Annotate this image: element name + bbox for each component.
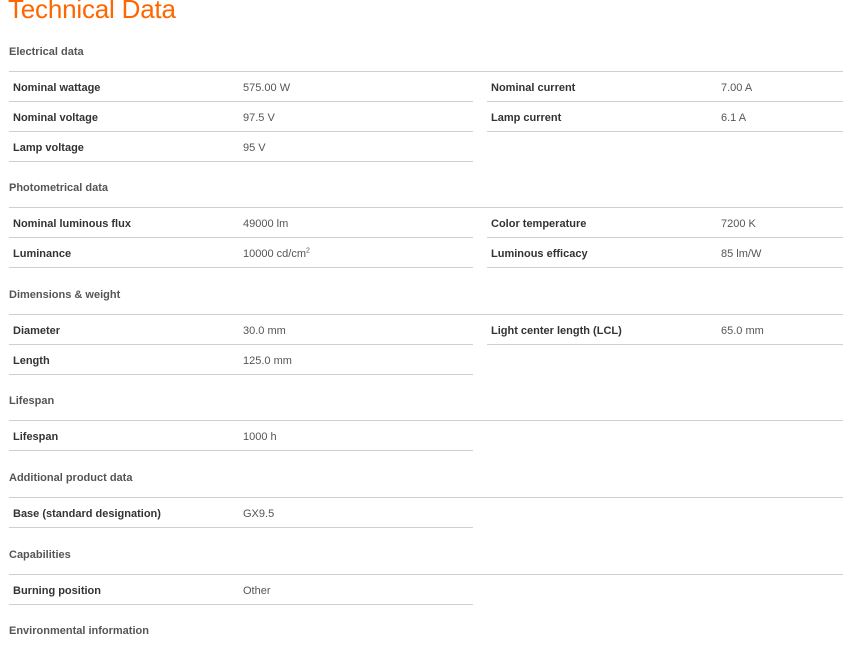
spec-row — [9, 575, 473, 605]
section-heading: Capabilities — [9, 549, 71, 561]
spec-label: Lamp current — [491, 112, 562, 124]
spec-value — [721, 81, 752, 95]
spec-row — [9, 315, 473, 345]
spec-row — [9, 498, 473, 528]
spec-value-text: 97.5 V — [243, 112, 275, 124]
spec-value-text: 7.00 A — [721, 82, 753, 94]
spec-label: Lamp voltage — [13, 142, 84, 154]
spec-value — [243, 111, 275, 125]
section-heading: Environmental information — [9, 625, 149, 637]
spec-row — [9, 345, 473, 375]
spec-value — [243, 584, 271, 598]
spec-value — [243, 141, 266, 155]
page-title: Technical Data — [8, 0, 176, 24]
spec-value-text: Other — [243, 585, 271, 597]
spec-value — [721, 217, 756, 231]
spec-value-text: 85 lm/W — [721, 248, 762, 260]
spec-value — [243, 430, 277, 444]
column-left — [9, 72, 473, 162]
spec-label: Nominal voltage — [13, 112, 98, 124]
spec-label: Diameter — [13, 325, 61, 337]
spec-label: Nominal luminous flux — [13, 218, 131, 230]
spec-label: Base (standard designation) — [13, 508, 161, 520]
spec-value-text: 125.0 mm — [243, 355, 292, 367]
spec-value-superscript: 2 — [305, 247, 310, 255]
spec-row — [487, 102, 843, 132]
spec-value — [721, 324, 764, 338]
spec-value-text: 49000 lm — [243, 218, 289, 230]
column-left — [9, 315, 473, 375]
spec-row — [9, 132, 473, 162]
spec-label: Nominal wattage — [13, 82, 101, 94]
section-heading: Electrical data — [9, 46, 84, 58]
spec-row — [9, 102, 473, 132]
spec-row — [487, 72, 843, 102]
spec-value-text: 65.0 mm — [721, 325, 764, 337]
section-heading: Additional product data — [9, 472, 133, 484]
section-heading: Lifespan — [9, 395, 55, 407]
spec-label: Burning position — [13, 585, 101, 597]
spec-label: Light center length (LCL) — [491, 325, 622, 337]
spec-label: Lifespan — [13, 431, 59, 443]
spec-row — [9, 421, 473, 451]
column-left — [9, 421, 473, 451]
spec-label: Luminance — [13, 248, 72, 260]
spec-value — [243, 354, 292, 368]
section-heading: Photometrical data — [9, 182, 109, 194]
spec-value — [243, 81, 290, 95]
column-left — [9, 575, 473, 605]
spec-label: Luminous efficacy — [491, 248, 588, 260]
spec-label: Color temperature — [491, 218, 587, 230]
spec-row — [487, 208, 843, 238]
spec-value-text: 6.1 A — [721, 112, 747, 124]
spec-row — [9, 208, 473, 238]
spec-value-text: 30.0 mm — [243, 325, 286, 337]
spec-value — [721, 247, 761, 261]
spec-label: Length — [13, 355, 50, 367]
spec-value — [243, 507, 274, 521]
spec-value — [721, 111, 746, 125]
spec-value-text: 7200 K — [721, 218, 756, 230]
spec-value-text: 575.00 W — [243, 82, 291, 94]
column-left — [9, 498, 473, 528]
spec-value — [243, 324, 286, 338]
column-right — [487, 208, 843, 268]
column-left — [9, 208, 473, 268]
column-right — [487, 315, 843, 345]
spec-label: Nominal current — [491, 82, 576, 94]
spec-value-text: 95 V — [243, 142, 266, 154]
spec-row — [9, 72, 473, 102]
spec-row — [487, 315, 843, 345]
column-right — [487, 72, 843, 132]
spec-row — [9, 238, 473, 268]
spec-value — [243, 217, 288, 231]
spec-value-text: 10000 cd/cm — [243, 248, 306, 260]
spec-value-text: GX9.5 — [243, 508, 275, 520]
spec-row — [487, 238, 843, 268]
spec-value — [243, 247, 310, 261]
spec-value-text: 1000 h — [243, 431, 277, 443]
section-heading: Dimensions & weight — [9, 289, 121, 301]
